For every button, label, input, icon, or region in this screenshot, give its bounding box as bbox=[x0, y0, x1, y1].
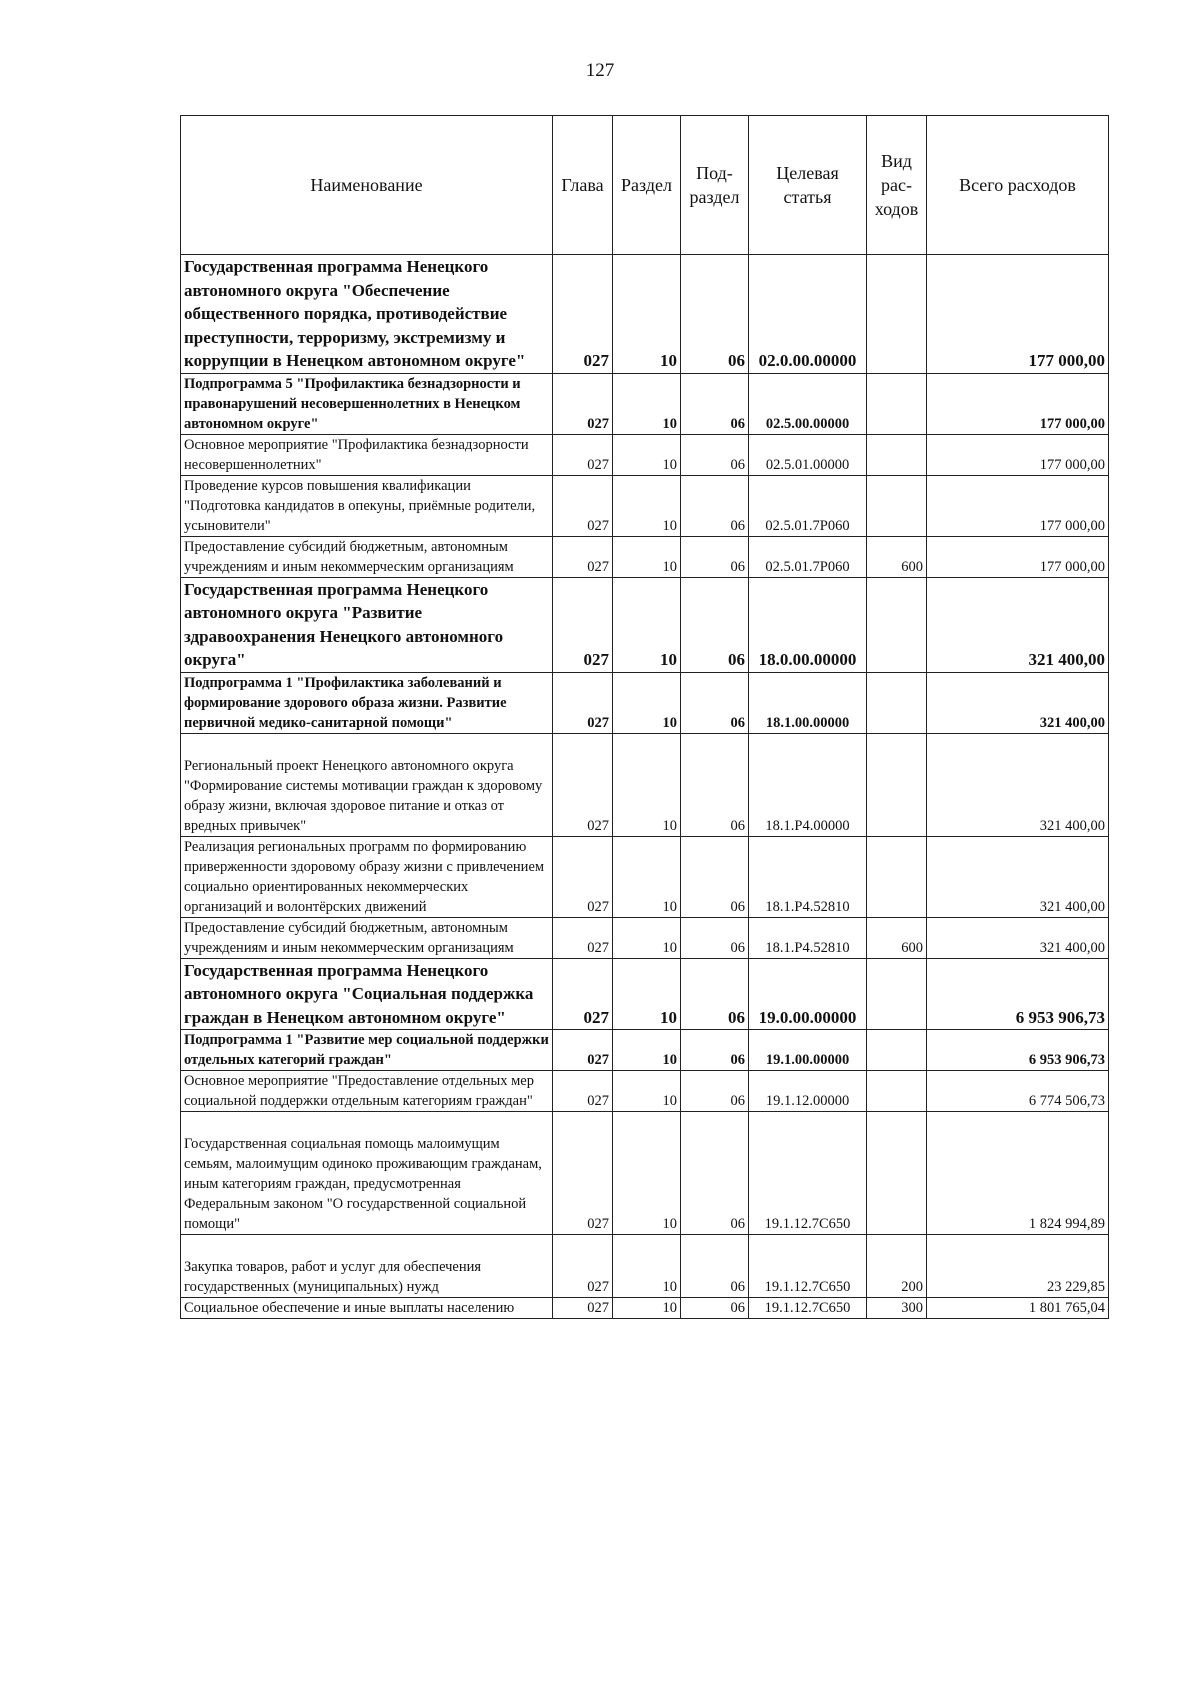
row-total: 321 400,00 bbox=[927, 733, 1109, 836]
row-total: 1 801 765,04 bbox=[927, 1298, 1109, 1319]
header-name: Наименование bbox=[181, 116, 553, 255]
row-total: 177 000,00 bbox=[927, 536, 1109, 577]
row-glava: 027 bbox=[553, 1112, 613, 1235]
row-razdel: 10 bbox=[613, 1112, 681, 1235]
table-row bbox=[181, 1112, 1109, 1235]
row-podrazdel: 06 bbox=[681, 672, 749, 733]
row-total: 177 000,00 bbox=[927, 373, 1109, 434]
row-celevaya: 18.1.Р4.52810 bbox=[749, 836, 867, 917]
row-razdel: 10 bbox=[613, 1235, 681, 1298]
row-razdel: 10 bbox=[613, 1071, 681, 1112]
table-row bbox=[181, 1235, 1109, 1298]
row-name: Предоставление субсидий бюджетным, автономным учреждениям и иным некоммерческим организациям bbox=[181, 536, 553, 577]
row-name: Реализация региональных программ по формированию приверженности здоровому образу жизни с привлечением социально ориентированных некоммерческих организаций и волонтёрских движений bbox=[181, 836, 553, 917]
table-row bbox=[181, 1298, 1109, 1319]
row-name: Региональный проект Ненецкого автономного округа "Формирование системы мотивации граждан к здоровому образу жизни, включая здоровое питание и отказ от вредных привычек" bbox=[181, 733, 553, 836]
row-total: 321 400,00 bbox=[927, 836, 1109, 917]
row-podrazdel: 06 bbox=[681, 577, 749, 672]
row-total: 6 774 506,73 bbox=[927, 1071, 1109, 1112]
table-row bbox=[181, 577, 1109, 672]
row-name: Государственная программа Ненецкого автономного округа "Развитие здравоохранения Ненецкого автономного округа" bbox=[181, 577, 553, 672]
header-razdel: Раздел bbox=[613, 116, 681, 255]
row-celevaya: 02.5.01.7Р060 bbox=[749, 536, 867, 577]
table-row bbox=[181, 373, 1109, 434]
row-celevaya: 19.1.12.00000 bbox=[749, 1071, 867, 1112]
row-vid bbox=[867, 1112, 927, 1235]
row-podrazdel: 06 bbox=[681, 1112, 749, 1235]
page-number: 127 bbox=[585, 60, 615, 81]
row-glava: 027 bbox=[553, 958, 613, 1030]
row-podrazdel: 06 bbox=[681, 733, 749, 836]
row-vid bbox=[867, 475, 927, 536]
row-vid: 600 bbox=[867, 917, 927, 958]
row-name: Государственная социальная помощь малоимущим семьям, малоимущим одиноко проживающим гражданам, иным категориям граждан, предусмотренная Федеральным законом "О государственной социальной помощи" bbox=[181, 1112, 553, 1235]
row-celevaya: 18.1.Р4.52810 bbox=[749, 917, 867, 958]
row-razdel: 10 bbox=[613, 836, 681, 917]
row-vid bbox=[867, 255, 927, 374]
row-total: 6 953 906,73 bbox=[927, 958, 1109, 1030]
header-podrazdel: Под-раздел bbox=[681, 116, 749, 255]
header-row bbox=[181, 116, 1109, 255]
row-total: 177 000,00 bbox=[927, 434, 1109, 475]
table-row bbox=[181, 958, 1109, 1030]
row-podrazdel: 06 bbox=[681, 836, 749, 917]
row-vid bbox=[867, 958, 927, 1030]
table-row bbox=[181, 917, 1109, 958]
row-name: Основное мероприятие "Предоставление отдельных мер социальной поддержки отдельным категориям граждан" bbox=[181, 1071, 553, 1112]
row-total: 321 400,00 bbox=[927, 672, 1109, 733]
row-total: 177 000,00 bbox=[927, 475, 1109, 536]
row-celevaya: 02.0.00.00000 bbox=[749, 255, 867, 374]
row-podrazdel: 06 bbox=[681, 255, 749, 374]
row-razdel: 10 bbox=[613, 672, 681, 733]
table-row bbox=[181, 672, 1109, 733]
row-total: 23 229,85 bbox=[927, 1235, 1109, 1298]
row-razdel: 10 bbox=[613, 255, 681, 374]
row-celevaya: 02.5.01.00000 bbox=[749, 434, 867, 475]
row-celevaya: 19.1.00.00000 bbox=[749, 1030, 867, 1071]
row-podrazdel: 06 bbox=[681, 1071, 749, 1112]
row-podrazdel: 06 bbox=[681, 958, 749, 1030]
row-name: Социальное обеспечение и иные выплаты населению bbox=[181, 1298, 553, 1319]
row-glava: 027 bbox=[553, 577, 613, 672]
row-celevaya: 02.5.01.7Р060 bbox=[749, 475, 867, 536]
row-name: Подпрограмма 1 "Развитие мер социальной поддержки отдельных категорий граждан" bbox=[181, 1030, 553, 1071]
row-glava: 027 bbox=[553, 836, 613, 917]
row-podrazdel: 06 bbox=[681, 434, 749, 475]
row-glava: 027 bbox=[553, 1071, 613, 1112]
row-total: 321 400,00 bbox=[927, 917, 1109, 958]
row-name: Государственная программа Ненецкого автономного округа "Социальная поддержка граждан в Ненецком автономном округе" bbox=[181, 958, 553, 1030]
row-glava: 027 bbox=[553, 1298, 613, 1319]
table-row bbox=[181, 1030, 1109, 1071]
row-glava: 027 bbox=[553, 373, 613, 434]
row-celevaya: 02.5.00.00000 bbox=[749, 373, 867, 434]
row-name: Предоставление субсидий бюджетным, автономным учреждениям и иным некоммерческим организациям bbox=[181, 917, 553, 958]
row-name: Закупка товаров, работ и услуг для обеспечения государственных (муниципальных) нужд bbox=[181, 1235, 553, 1298]
row-razdel: 10 bbox=[613, 733, 681, 836]
table-row bbox=[181, 536, 1109, 577]
row-total: 6 953 906,73 bbox=[927, 1030, 1109, 1071]
row-vid bbox=[867, 373, 927, 434]
header-total: Всего расходов bbox=[927, 116, 1109, 255]
table-row bbox=[181, 475, 1109, 536]
row-razdel: 10 bbox=[613, 373, 681, 434]
row-name: Подпрограмма 1 "Профилактика заболеваний и формирование здорового образа жизни. Развитие первичной медико-санитарной помощи" bbox=[181, 672, 553, 733]
row-vid bbox=[867, 836, 927, 917]
row-glava: 027 bbox=[553, 672, 613, 733]
row-celevaya: 18.1.Р4.00000 bbox=[749, 733, 867, 836]
row-vid: 200 bbox=[867, 1235, 927, 1298]
row-glava: 027 bbox=[553, 1030, 613, 1071]
row-total: 177 000,00 bbox=[927, 255, 1109, 374]
row-name: Основное мероприятие "Профилактика безнадзорности несовершеннолетних" bbox=[181, 434, 553, 475]
row-vid bbox=[867, 733, 927, 836]
row-razdel: 10 bbox=[613, 434, 681, 475]
row-podrazdel: 06 bbox=[681, 1030, 749, 1071]
row-total: 321 400,00 bbox=[927, 577, 1109, 672]
row-glava: 027 bbox=[553, 475, 613, 536]
row-podrazdel: 06 bbox=[681, 373, 749, 434]
table-row bbox=[181, 1071, 1109, 1112]
table-row bbox=[181, 836, 1109, 917]
row-podrazdel: 06 bbox=[681, 536, 749, 577]
row-total: 1 824 994,89 bbox=[927, 1112, 1109, 1235]
row-razdel: 10 bbox=[613, 958, 681, 1030]
row-vid bbox=[867, 1071, 927, 1112]
table-row bbox=[181, 733, 1109, 836]
table-row bbox=[181, 255, 1109, 374]
row-razdel: 10 bbox=[613, 1030, 681, 1071]
row-glava: 027 bbox=[553, 434, 613, 475]
row-vid bbox=[867, 1030, 927, 1071]
row-podrazdel: 06 bbox=[681, 1235, 749, 1298]
row-vid bbox=[867, 672, 927, 733]
row-celevaya: 19.1.12.7С650 bbox=[749, 1298, 867, 1319]
row-podrazdel: 06 bbox=[681, 1298, 749, 1319]
row-celevaya: 19.0.00.00000 bbox=[749, 958, 867, 1030]
row-glava: 027 bbox=[553, 1235, 613, 1298]
row-glava: 027 bbox=[553, 917, 613, 958]
row-celevaya: 19.1.12.7С650 bbox=[749, 1235, 867, 1298]
header-celevaya: Целевая статья bbox=[749, 116, 867, 255]
row-razdel: 10 bbox=[613, 917, 681, 958]
budget-table bbox=[180, 115, 1109, 1319]
header-glava: Глава bbox=[553, 116, 613, 255]
row-celevaya: 18.0.00.00000 bbox=[749, 577, 867, 672]
row-razdel: 10 bbox=[613, 1298, 681, 1319]
row-glava: 027 bbox=[553, 733, 613, 836]
row-razdel: 10 bbox=[613, 475, 681, 536]
row-razdel: 10 bbox=[613, 577, 681, 672]
row-podrazdel: 06 bbox=[681, 917, 749, 958]
table-row bbox=[181, 434, 1109, 475]
row-vid bbox=[867, 577, 927, 672]
row-name: Подпрограмма 5 "Профилактика безнадзорности и правонарушений несовершеннолетних в Ненецком автономном округе" bbox=[181, 373, 553, 434]
row-name: Проведение курсов повышения квалификации "Подготовка кандидатов в опекуны, приёмные родители, усыновители" bbox=[181, 475, 553, 536]
header-vid: Вид рас-ходов bbox=[867, 116, 927, 255]
row-glava: 027 bbox=[553, 255, 613, 374]
row-vid: 300 bbox=[867, 1298, 927, 1319]
row-razdel: 10 bbox=[613, 536, 681, 577]
row-celevaya: 19.1.12.7С650 bbox=[749, 1112, 867, 1235]
row-name: Государственная программа Ненецкого автономного округа "Обеспечение общественного порядка, противодействие преступности, терроризму, экстремизму и коррупции в Ненецком автономном округе" bbox=[181, 255, 553, 374]
row-glava: 027 bbox=[553, 536, 613, 577]
row-podrazdel: 06 bbox=[681, 475, 749, 536]
row-vid bbox=[867, 434, 927, 475]
row-vid: 600 bbox=[867, 536, 927, 577]
row-celevaya: 18.1.00.00000 bbox=[749, 672, 867, 733]
